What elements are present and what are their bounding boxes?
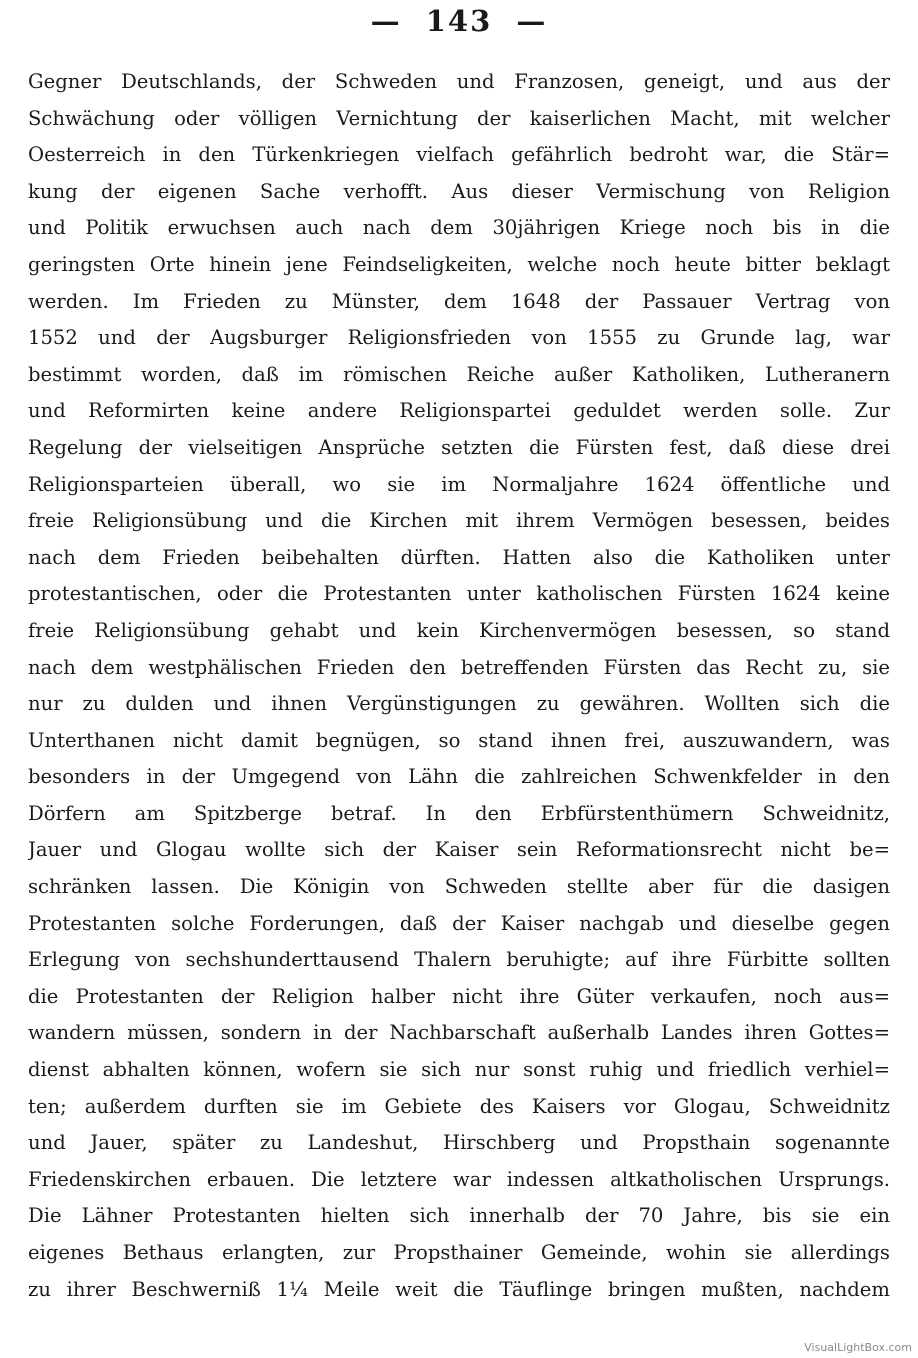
text-line: zu ihrer Beschwerniß 1¼ Meile weit die Täuflinge bringen mußten, nachdem xyxy=(28,1277,890,1301)
text-line: Die Lähner Protestanten hielten sich innerhalb der 70 Jahre, bis sie ein xyxy=(28,1204,890,1228)
text-line: und Politik erwuchsen auch nach dem 30jährigen Kriege noch bis in die xyxy=(28,216,890,240)
page-number: 143 xyxy=(425,4,493,38)
text-line: kung der eigenen Sache verhofft. Aus dieser Vermischung von Religion xyxy=(28,179,890,203)
text-line: und Jauer, später zu Landeshut, Hirschberg und Propsthain sogenannte xyxy=(28,1131,890,1155)
text-line: nach dem westphälischen Frieden den betreffenden Fürsten das Recht zu, sie xyxy=(28,655,890,679)
text-line: die Protestanten der Religion halber nicht ihre Güter verkaufen, noch aus= xyxy=(28,984,890,1008)
header-dash-left: — xyxy=(370,4,402,38)
text-line: Oesterreich in den Türkenkriegen vielfach gefährlich bedroht war, die Stär= xyxy=(28,143,890,167)
text-line: Erlegung von sechshunderttausend Thalern beruhigte; auf ihre Fürbitte sollten xyxy=(28,948,890,972)
text-line: Gegner Deutschlands, der Schweden und Franzosen, geneigt, und aus der xyxy=(28,70,890,93)
text-line: Regelung der vielseitigen Ansprüche setzten die Fürsten fest, daß diese drei xyxy=(28,435,890,459)
text-line: Schwächung oder völligen Vernichtung der kaiserlichen Macht, mit welcher xyxy=(28,106,890,130)
text-line: Friedenskirchen erbauen. Die letztere war indessen altkatholischen Ursprungs. xyxy=(28,1167,890,1191)
text-line: freie Religionsübung gehabt und kein Kirchenvermögen besessen, so stand xyxy=(28,618,890,642)
text-line: besonders in der Umgegend von Lähn die zahlreichen Schwenkfelder in den xyxy=(28,765,890,789)
text-line: freie Religionsübung und die Kirchen mit ihrem Vermögen besessen, beides xyxy=(28,509,890,533)
text-line: 1552 und der Augsburger Religionsfrieden von 1555 zu Grunde lag, war xyxy=(28,326,890,350)
text-line: eigenes Bethaus erlangten, zur Propsthainer Gemeinde, wohin sie allerdings xyxy=(28,1241,890,1264)
text-line: Jauer und Glogau wollte sich der Kaiser sein Reformationsrecht nicht be= xyxy=(28,838,890,862)
text-line: nach dem Frieden beibehalten dürften. Hatten also die Katholiken unter xyxy=(28,545,890,569)
header-dash-right: — xyxy=(516,4,548,38)
body-text xyxy=(28,64,890,1308)
text-line: und Reformirten keine andere Religionspartei geduldet werden solle. Zur xyxy=(28,399,890,423)
text-line: bestimmt worden, daß im römischen Reiche außer Katholiken, Lutheranern xyxy=(28,362,890,386)
text-line: ten; außerdem durften sie im Gebiete des Kaisers vor Glogau, Schweidnitz xyxy=(28,1094,890,1118)
text-line: dienst abhalten können, wofern sie sich nur sonst ruhig und friedlich verhiel= xyxy=(28,1058,890,1082)
text-line: Religionsparteien überall, wo sie im Normaljahre 1624 öffentliche und xyxy=(28,472,890,496)
watermark: VisualLightBox.com xyxy=(804,1341,912,1354)
text-line: nur zu dulden und ihnen Vergünstigungen zu gewähren. Wollten sich die xyxy=(28,692,890,716)
page-header xyxy=(0,2,918,40)
text-line: werden. Im Frieden zu Münster, dem 1648 der Passauer Vertrag von xyxy=(28,289,890,313)
text-line: Dörfern am Spitzberge betraf. In den Erbfürstenthümern Schweidnitz, xyxy=(28,801,890,825)
text-line: Unterthanen nicht damit begnügen, so stand ihnen frei, auszuwandern, was xyxy=(28,728,890,752)
text-line: protestantischen, oder die Protestanten unter katholischen Fürsten 1624 keine xyxy=(28,582,890,606)
text-line: Protestanten solche Forderungen, daß der Kaiser nachgab und dieselbe gegen xyxy=(28,911,890,935)
text-line: schränken lassen. Die Königin von Schweden stellte aber für die dasigen xyxy=(28,875,890,899)
text-line: geringsten Orte hinein jene Feindseligkeiten, welche noch heute bitter beklagt xyxy=(28,252,890,276)
text-line: wandern müssen, sondern in der Nachbarschaft außerhalb Landes ihren Gottes= xyxy=(28,1021,890,1045)
